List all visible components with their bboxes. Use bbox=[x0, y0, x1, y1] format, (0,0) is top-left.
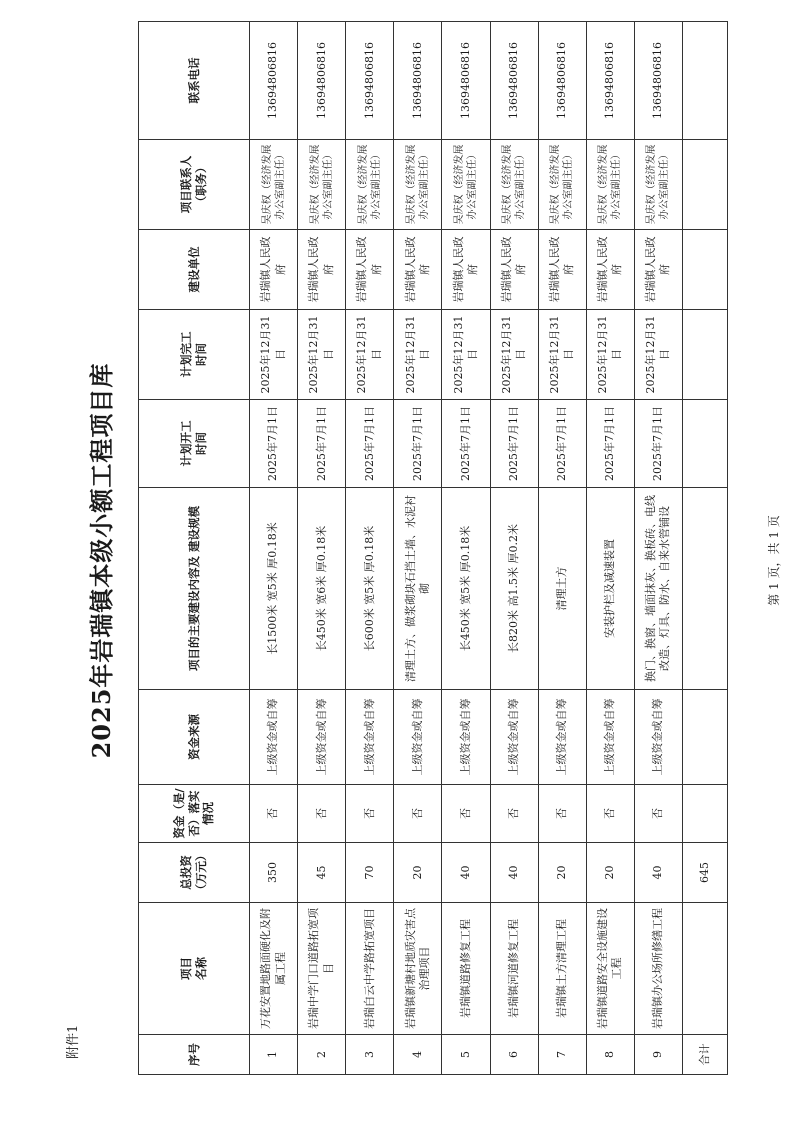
cell-fund-source: 上级资金或自筹 bbox=[586, 690, 634, 785]
table-row bbox=[634, 22, 682, 1075]
cell-contact: 吴庆权（经济发展办公室副主任） bbox=[634, 140, 682, 230]
cell-start: 2025年7月1日 bbox=[586, 400, 634, 488]
cell-investment: 20 bbox=[538, 843, 586, 903]
cell-end: 2025年12月31日 bbox=[442, 310, 490, 400]
cell-content: 长820米 高1.5米 厚0.2米 bbox=[490, 488, 538, 690]
cell-name: 岩瑞镇道路安全设施建设工程 bbox=[586, 903, 634, 1035]
project-table bbox=[138, 21, 728, 1075]
cell-phone: 13694806816 bbox=[346, 22, 394, 140]
cell-phone: 13694806816 bbox=[634, 22, 682, 140]
cell-content: 清理土方 bbox=[538, 488, 586, 690]
cell-seq: 2 bbox=[298, 1035, 346, 1075]
cell-builder: 岩瑞镇人民政府 bbox=[298, 230, 346, 310]
cell-investment: 350 bbox=[250, 843, 298, 903]
cell-investment: 40 bbox=[490, 843, 538, 903]
cell-start: 2025年7月1日 bbox=[538, 400, 586, 488]
cell-end: 2025年12月31日 bbox=[346, 310, 394, 400]
cell-contact: 吴庆权（经济发展办公室副主任） bbox=[538, 140, 586, 230]
total-investment: 645 bbox=[683, 843, 728, 903]
cell-contact: 吴庆权（经济发展办公室副主任） bbox=[490, 140, 538, 230]
cell-builder: 岩瑞镇人民政府 bbox=[634, 230, 682, 310]
header-investment: 总投资 （万元） bbox=[139, 843, 250, 903]
cell-builder: 岩瑞镇人民政府 bbox=[394, 230, 442, 310]
cell-content: 清理土方、做浆砌块石挡土墙、水泥衬砌 bbox=[394, 488, 442, 690]
table-header-row bbox=[139, 22, 250, 1075]
cell-phone: 13694806816 bbox=[298, 22, 346, 140]
cell-phone: 13694806816 bbox=[394, 22, 442, 140]
cell-name: 岩瑞白云中学路拓宽项目 bbox=[346, 903, 394, 1035]
cell-builder: 岩瑞镇人民政府 bbox=[490, 230, 538, 310]
cell-end: 2025年12月31日 bbox=[538, 310, 586, 400]
cell-fund-status: 否 bbox=[442, 785, 490, 843]
total-label: 合计 bbox=[683, 1035, 728, 1075]
cell-seq: 3 bbox=[346, 1035, 394, 1075]
cell-fund-status: 否 bbox=[490, 785, 538, 843]
table-row bbox=[586, 22, 634, 1075]
cell-builder: 岩瑞镇人民政府 bbox=[538, 230, 586, 310]
cell-phone: 13694806816 bbox=[586, 22, 634, 140]
page-footer: 第 1 页，共 1 页 bbox=[767, 515, 781, 606]
cell-start: 2025年7月1日 bbox=[634, 400, 682, 488]
attachment-label: 附件1 bbox=[66, 1024, 81, 1059]
header-builder: 建设单位 bbox=[139, 230, 250, 310]
table-row bbox=[298, 22, 346, 1075]
cell-fund-source: 上级资金或自筹 bbox=[538, 690, 586, 785]
cell-fund-status: 否 bbox=[394, 785, 442, 843]
cell-end: 2025年12月31日 bbox=[394, 310, 442, 400]
cell-investment: 40 bbox=[442, 843, 490, 903]
cell-content: 长450米 宽5米 厚0.18米 bbox=[442, 488, 490, 690]
cell-end: 2025年12月31日 bbox=[586, 310, 634, 400]
document-title: 2025年岩瑞镇本级小额工程项目库 bbox=[87, 362, 116, 759]
cell-start: 2025年7月1日 bbox=[250, 400, 298, 488]
cell-investment: 70 bbox=[346, 843, 394, 903]
cell-start: 2025年7月1日 bbox=[298, 400, 346, 488]
header-name: 项目 名称 bbox=[139, 903, 250, 1035]
header-fund-status: 资金（是/否）落实情况 bbox=[139, 785, 250, 843]
header-seq: 序号 bbox=[139, 1035, 250, 1075]
cell-contact: 吴庆权（经济发展办公室副主任） bbox=[442, 140, 490, 230]
cell-fund-source: 上级资金或自筹 bbox=[490, 690, 538, 785]
cell-investment: 20 bbox=[394, 843, 442, 903]
header-start: 计划开工 时间 bbox=[139, 400, 250, 488]
cell-name: 万花安置地路面硬化及附属工程 bbox=[250, 903, 298, 1035]
table-row bbox=[250, 22, 298, 1075]
header-phone: 联系电话 bbox=[139, 22, 250, 140]
cell-fund-source: 上级资金或自筹 bbox=[346, 690, 394, 785]
cell-fund-status: 否 bbox=[250, 785, 298, 843]
cell-fund-status: 否 bbox=[346, 785, 394, 843]
cell-fund-status: 否 bbox=[538, 785, 586, 843]
header-content: 项目的主要建设内容及 建设规模 bbox=[139, 488, 250, 690]
cell-seq: 6 bbox=[490, 1035, 538, 1075]
total-empty-cell bbox=[683, 230, 728, 310]
cell-builder: 岩瑞镇人民政府 bbox=[346, 230, 394, 310]
cell-investment: 45 bbox=[298, 843, 346, 903]
cell-contact: 吴庆权（经济发展办公室副主任） bbox=[250, 140, 298, 230]
cell-seq: 7 bbox=[538, 1035, 586, 1075]
cell-name: 岩瑞镇河道修复工程 bbox=[490, 903, 538, 1035]
cell-builder: 岩瑞镇人民政府 bbox=[250, 230, 298, 310]
cell-fund-status: 否 bbox=[634, 785, 682, 843]
cell-builder: 岩瑞镇人民政府 bbox=[442, 230, 490, 310]
cell-start: 2025年7月1日 bbox=[346, 400, 394, 488]
table-row bbox=[490, 22, 538, 1075]
total-empty-cell bbox=[683, 488, 728, 690]
cell-fund-status: 否 bbox=[586, 785, 634, 843]
cell-end: 2025年12月31日 bbox=[298, 310, 346, 400]
cell-fund-source: 上级资金或自筹 bbox=[298, 690, 346, 785]
total-empty-cell bbox=[683, 903, 728, 1035]
table-row bbox=[394, 22, 442, 1075]
header-end: 计划完工 时间 bbox=[139, 310, 250, 400]
cell-builder: 岩瑞镇人民政府 bbox=[586, 230, 634, 310]
total-empty-cell bbox=[683, 400, 728, 488]
cell-start: 2025年7月1日 bbox=[442, 400, 490, 488]
table-row bbox=[346, 22, 394, 1075]
cell-name: 岩瑞中学门口道路拓宽项目 bbox=[298, 903, 346, 1035]
total-row bbox=[683, 22, 728, 1075]
cell-end: 2025年12月31日 bbox=[634, 310, 682, 400]
cell-content: 长600米 宽5米 厚0.18米 bbox=[346, 488, 394, 690]
cell-phone: 13694806816 bbox=[538, 22, 586, 140]
table-row bbox=[442, 22, 490, 1075]
cell-name: 岩瑞镇道路修复工程 bbox=[442, 903, 490, 1035]
cell-investment: 40 bbox=[634, 843, 682, 903]
cell-seq: 1 bbox=[250, 1035, 298, 1075]
header-fund-source: 资金来源 bbox=[139, 690, 250, 785]
total-empty-cell bbox=[683, 690, 728, 785]
cell-name: 岩瑞镇新塘村地质灾害点治理项目 bbox=[394, 903, 442, 1035]
cell-end: 2025年12月31日 bbox=[490, 310, 538, 400]
cell-phone: 13694806816 bbox=[250, 22, 298, 140]
cell-name: 岩瑞镇土方清理工程 bbox=[538, 903, 586, 1035]
header-contact: 项目联系人 （职务） bbox=[139, 140, 250, 230]
total-empty-cell bbox=[683, 785, 728, 843]
cell-start: 2025年7月1日 bbox=[394, 400, 442, 488]
cell-seq: 8 bbox=[586, 1035, 634, 1075]
cell-fund-source: 上级资金或自筹 bbox=[250, 690, 298, 785]
cell-investment: 20 bbox=[586, 843, 634, 903]
cell-contact: 吴庆权（经济发展办公室副主任） bbox=[394, 140, 442, 230]
cell-fund-status: 否 bbox=[298, 785, 346, 843]
cell-end: 2025年12月31日 bbox=[250, 310, 298, 400]
cell-contact: 吴庆权（经济发展办公室副主任） bbox=[346, 140, 394, 230]
cell-fund-source: 上级资金或自筹 bbox=[442, 690, 490, 785]
cell-fund-source: 上级资金或自筹 bbox=[394, 690, 442, 785]
cell-name: 岩瑞镇办公场所修缮工程 bbox=[634, 903, 682, 1035]
cell-content: 换门、换窗、墙面抹灰、换板砖、电线改造、灯具、防水、自来水管铺设 bbox=[634, 488, 682, 690]
cell-seq: 4 bbox=[394, 1035, 442, 1075]
table-row bbox=[538, 22, 586, 1075]
total-empty-cell bbox=[683, 140, 728, 230]
cell-contact: 吴庆权（经济发展办公室副主任） bbox=[586, 140, 634, 230]
cell-content: 长450米 宽6米 厚0.18米 bbox=[298, 488, 346, 690]
cell-content: 安装护栏及减速装置 bbox=[586, 488, 634, 690]
cell-seq: 5 bbox=[442, 1035, 490, 1075]
cell-seq: 9 bbox=[634, 1035, 682, 1075]
cell-contact: 吴庆权（经济发展办公室副主任） bbox=[298, 140, 346, 230]
total-empty-cell bbox=[683, 310, 728, 400]
cell-fund-source: 上级资金或自筹 bbox=[634, 690, 682, 785]
total-empty-cell bbox=[683, 22, 728, 140]
cell-phone: 13694806816 bbox=[490, 22, 538, 140]
cell-content: 长1500米 宽5米 厚0.18米 bbox=[250, 488, 298, 690]
cell-phone: 13694806816 bbox=[442, 22, 490, 140]
cell-start: 2025年7月1日 bbox=[490, 400, 538, 488]
